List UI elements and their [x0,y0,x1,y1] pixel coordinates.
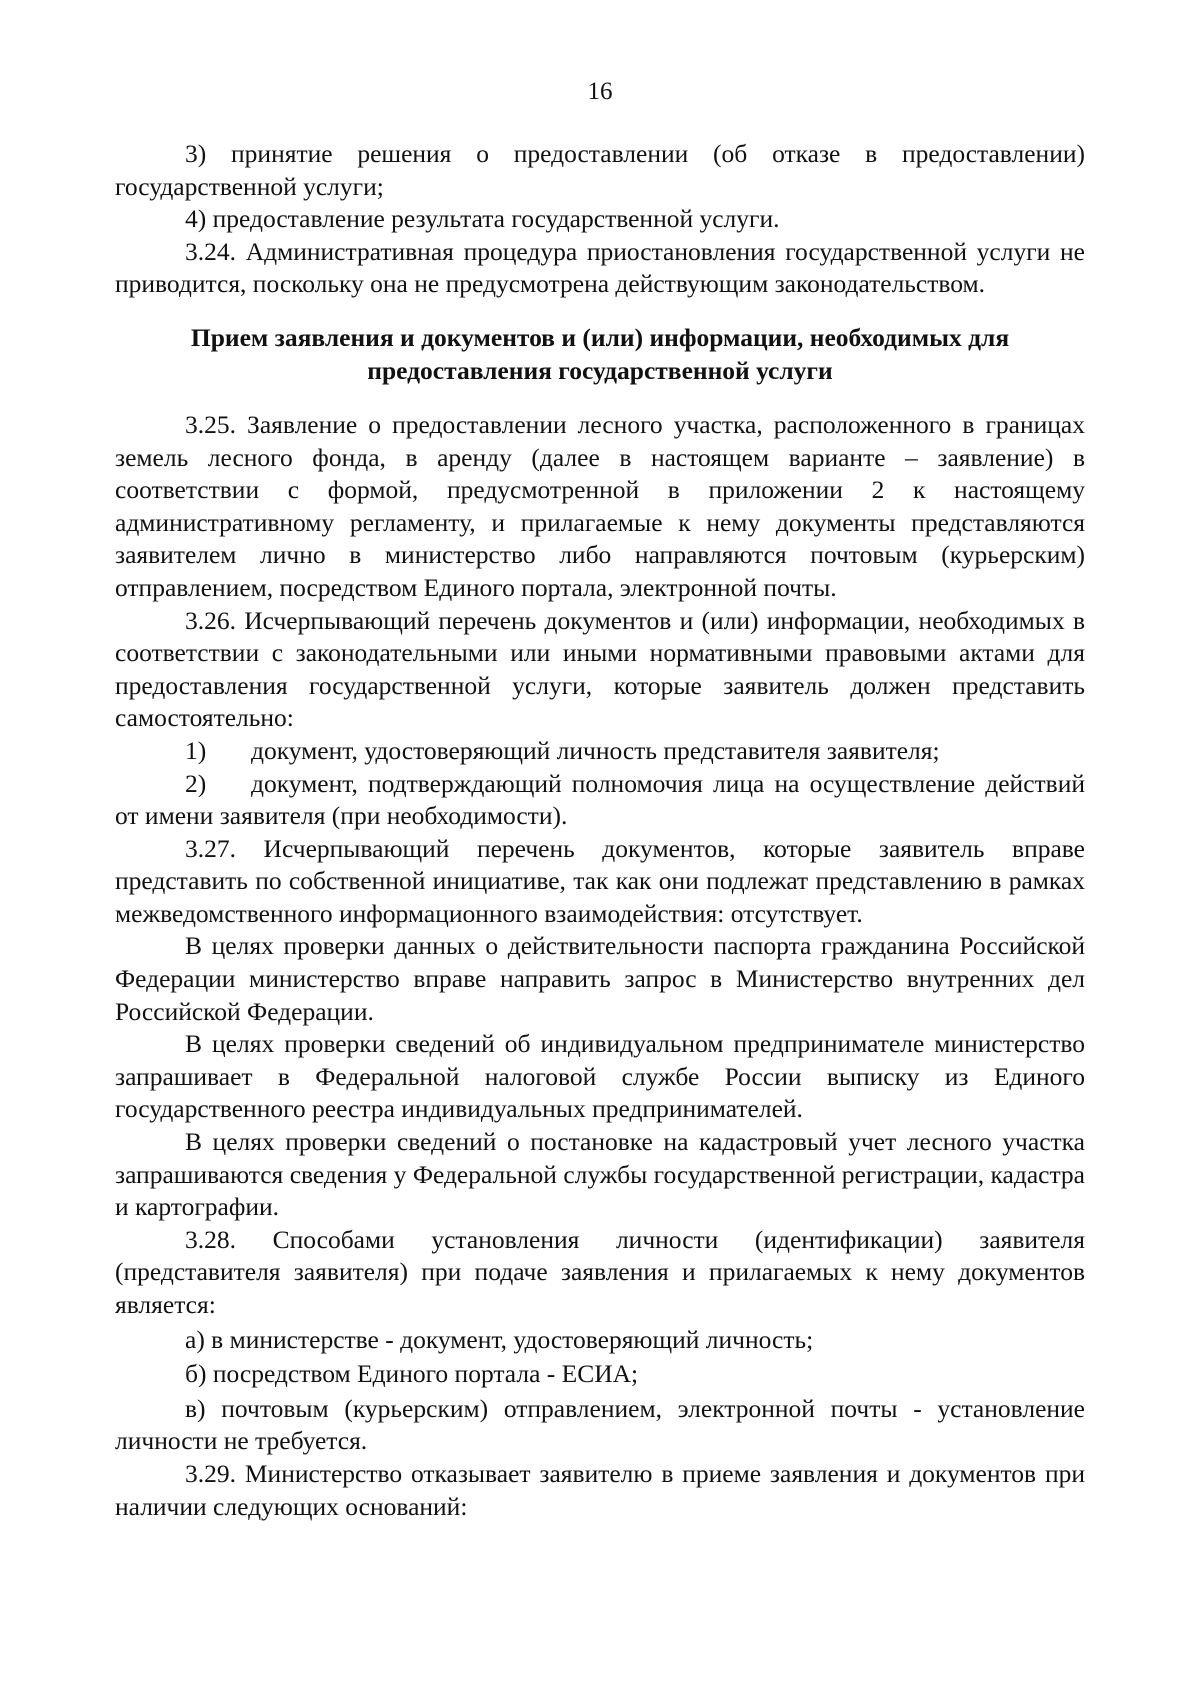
paragraph-3-29: 3.29. Министерство отказывает заявителю в приеме заявления и документов при наличии следующих оснований: [115,1458,1085,1521]
paragraph-3-27: 3.27. Исчерпывающий перечень документов, которые заявитель вправе представить по собственной инициативе, так как они подлежат представлению в рамках межведомственного информационного взаимодействия: отсутствует. [115,833,1085,928]
paragraph-item-4: 4) предоставление результата государственной услуги. [185,204,780,234]
paragraph-3-25: 3.25. Заявление о предоставлении лесного участка, расположенного в границах земель лесного фонда, в аренду (далее в настоящем варианте – заявление) в соответствии с формой, предусмотренной в приложении 2 к настоящему административному регламенту, и прилагаемые к нему документы представляются заявителем лично в министерство либо направляются почтовым (курьерским) отправлением, посредством Единого портала, электронной почты. [115,409,1085,602]
section-heading: Прием заявления и документов и (или) информации, необходимых для предоставления государственной услуги [190,322,1010,385]
paragraph-entrepreneur-check: В целях проверки сведений об индивидуальном предпринимателе министерство запрашивает в Федеральной налоговой службе России выписку из Единого государственного реестра индивидуальных предпринимателей. [115,1029,1085,1124]
paragraph-3-24: 3.24. Административная процедура приостановления государственной услуги не приводится, поскольку она не предусмотрена действующим законодательством. [115,236,1085,299]
paragraph-item-v: в) почтовым (курьерским) отправлением, электронной почты - установление личности не требуется. [115,1393,1085,1456]
paragraph-item-b: б) посредством Единого портала - ЕСИА; [185,1359,639,1389]
list-item-2-number: 2) [185,768,207,798]
paragraph-3-28: 3.28. Способами установления личности (идентификации) заявителя (представителя заявителя) при подаче заявления и прилагаемых к нему документов является: [115,1224,1085,1319]
paragraph-3-26: 3.26. Исчерпывающий перечень документов и (или) информации, необходимых в соответствии с законодательными или иными нормативными правовыми актами для предоставления государственной услуги, которые заявитель должен представить самостоятельно: [115,605,1085,733]
list-item-1 [115,735,1085,768]
page-number: 16 [587,78,613,105]
paragraph-item-a: а) в министерстве - документ, удостоверяющий личность; [185,1324,814,1354]
list-item-1-text: документ, удостоверяющий личность представителя заявителя; [251,735,940,765]
paragraph-cadastral-check: В целях проверки сведений о постановке на кадастровый учет лесного участка запрашиваются сведения у Федеральной службы государственной регистрации, кадастра и картографии. [115,1127,1085,1222]
paragraph-item-3: 3) принятие решения о предоставлении (об отказе в предоставлении) государственной услуги; [115,139,1085,201]
list-item-2-text: документ, подтверждающий полномочия лица на осуществление действий от имени заявителя (при необходимости). [115,768,1085,831]
paragraph-passport-check: В целях проверки данных о действительности паспорта гражданина Российской Федерации министерство вправе направить запрос в Министерство внутренних дел Российской Федерации. [115,931,1085,1026]
list-item-2 [115,768,1085,833]
list-item-1-number: 1) [185,735,207,765]
document-body [115,138,1085,1523]
